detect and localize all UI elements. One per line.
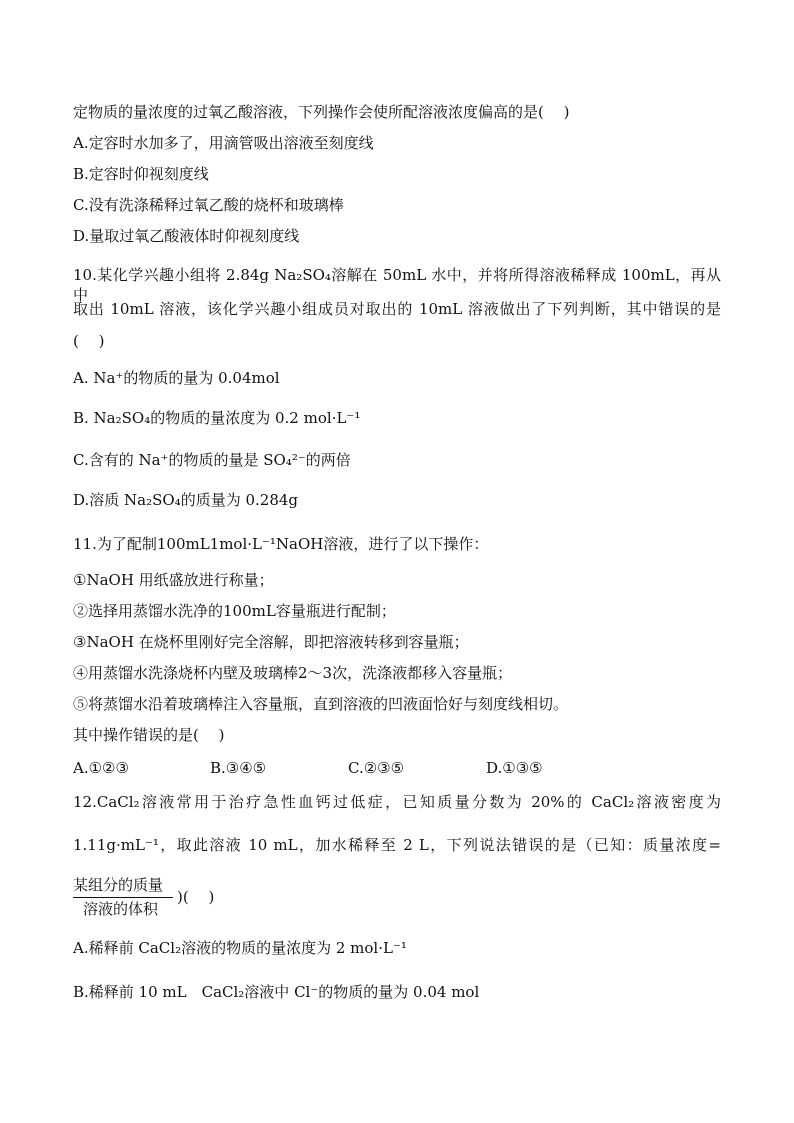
q11-step-3: ③NaOH 在烧杯里刚好完全溶解，即把溶液转移到容量瓶； <box>73 633 469 651</box>
q11-step-2: ②选择用蒸馏水洗净的100mL容量瓶进行配制； <box>73 602 396 620</box>
q12-option-b: B.稀释前 10 mL CaCl₂溶液中 Cl⁻的物质的量为 0.04 mol <box>73 983 480 1001</box>
q9-option-b: B.定容时仰视刻度线 <box>73 165 209 183</box>
q10-option-b: B. Na₂SO₄的物质的量浓度为 0.2 mol·L⁻¹ <box>73 409 361 427</box>
q11-step-4: ④用蒸馏水洗涤烧杯内壁及玻璃棒2～3次，洗涤液都移入容量瓶； <box>73 664 513 682</box>
q11-option-b: B.③④⑤ <box>210 759 267 777</box>
q10-stem-line2: 取出 10mL 溶液，该化学兴趣小组成员对取出的 10mL 溶液做出了下列判断，其中错误的是 <box>73 300 721 318</box>
q11-option-d: D.①③⑤ <box>486 759 543 777</box>
q9-option-a: A.定容时水加多了，用滴管吸出溶液至刻度线 <box>73 134 374 152</box>
q11-question: 其中操作错误的是( ) <box>73 726 225 744</box>
fraction-denominator: 溶液的体积 <box>83 900 159 918</box>
q9-option-d: D.量取过氧乙酸液体时仰视刻度线 <box>73 227 300 245</box>
q10-stem-line1: 10.某化学兴趣小组将 2.84g Na₂SO₄溶解在 50mL 水中，并将所得溶液稀释成 100mL，再从中 <box>73 266 721 304</box>
q11-step-1: ①NaOH 用纸盛放进行称量； <box>73 571 274 589</box>
q10-option-c: C.含有的 Na⁺的物质的量是 SO₄²⁻的两倍 <box>73 451 351 469</box>
q11-step-5: ⑤将蒸馏水沿着玻璃棒注入容量瓶，直到溶液的凹液面恰好与刻度线相切。 <box>73 695 569 713</box>
fraction-bar <box>73 897 173 898</box>
q12-stem-line1: 12.CaCl₂溶液常用于治疗急性血钙过低症，已知质量分数为 20%的 CaCl₂溶液密度为 <box>73 793 721 811</box>
q9-option-c: C.没有洗涤稀释过氧乙酸的烧杯和玻璃棒 <box>73 196 344 214</box>
q12-stem-line2: 1.11g·mL⁻¹，取此溶液 10 mL，加水稀释至 2 L，下列说法错误的是（已知：质量浓度= <box>73 836 721 854</box>
q11-option-c: C.②③⑤ <box>348 759 405 777</box>
fraction-numerator: 某组分的质量 <box>73 876 164 894</box>
q10-option-d: D.溶质 Na₂SO₄的质量为 0.284g <box>73 491 299 509</box>
q12-answer-bracket: )( ) <box>177 888 215 906</box>
q11-stem: 11.为了配制100mL1mol·L⁻¹NaOH溶液，进行了以下操作： <box>73 535 489 553</box>
q10-stem-line3: ( ) <box>73 332 105 350</box>
q12-option-a: A.稀释前 CaCl₂溶液的物质的量浓度为 2 mol·L⁻¹ <box>73 939 407 957</box>
q10-option-a: A. Na⁺的物质的量为 0.04mol <box>73 369 280 387</box>
q11-option-a: A.①②③ <box>73 759 129 777</box>
q9-stem: 定物质的量浓度的过氧乙酸溶液，下列操作会使所配溶液浓度偏高的是( ) <box>73 103 570 121</box>
